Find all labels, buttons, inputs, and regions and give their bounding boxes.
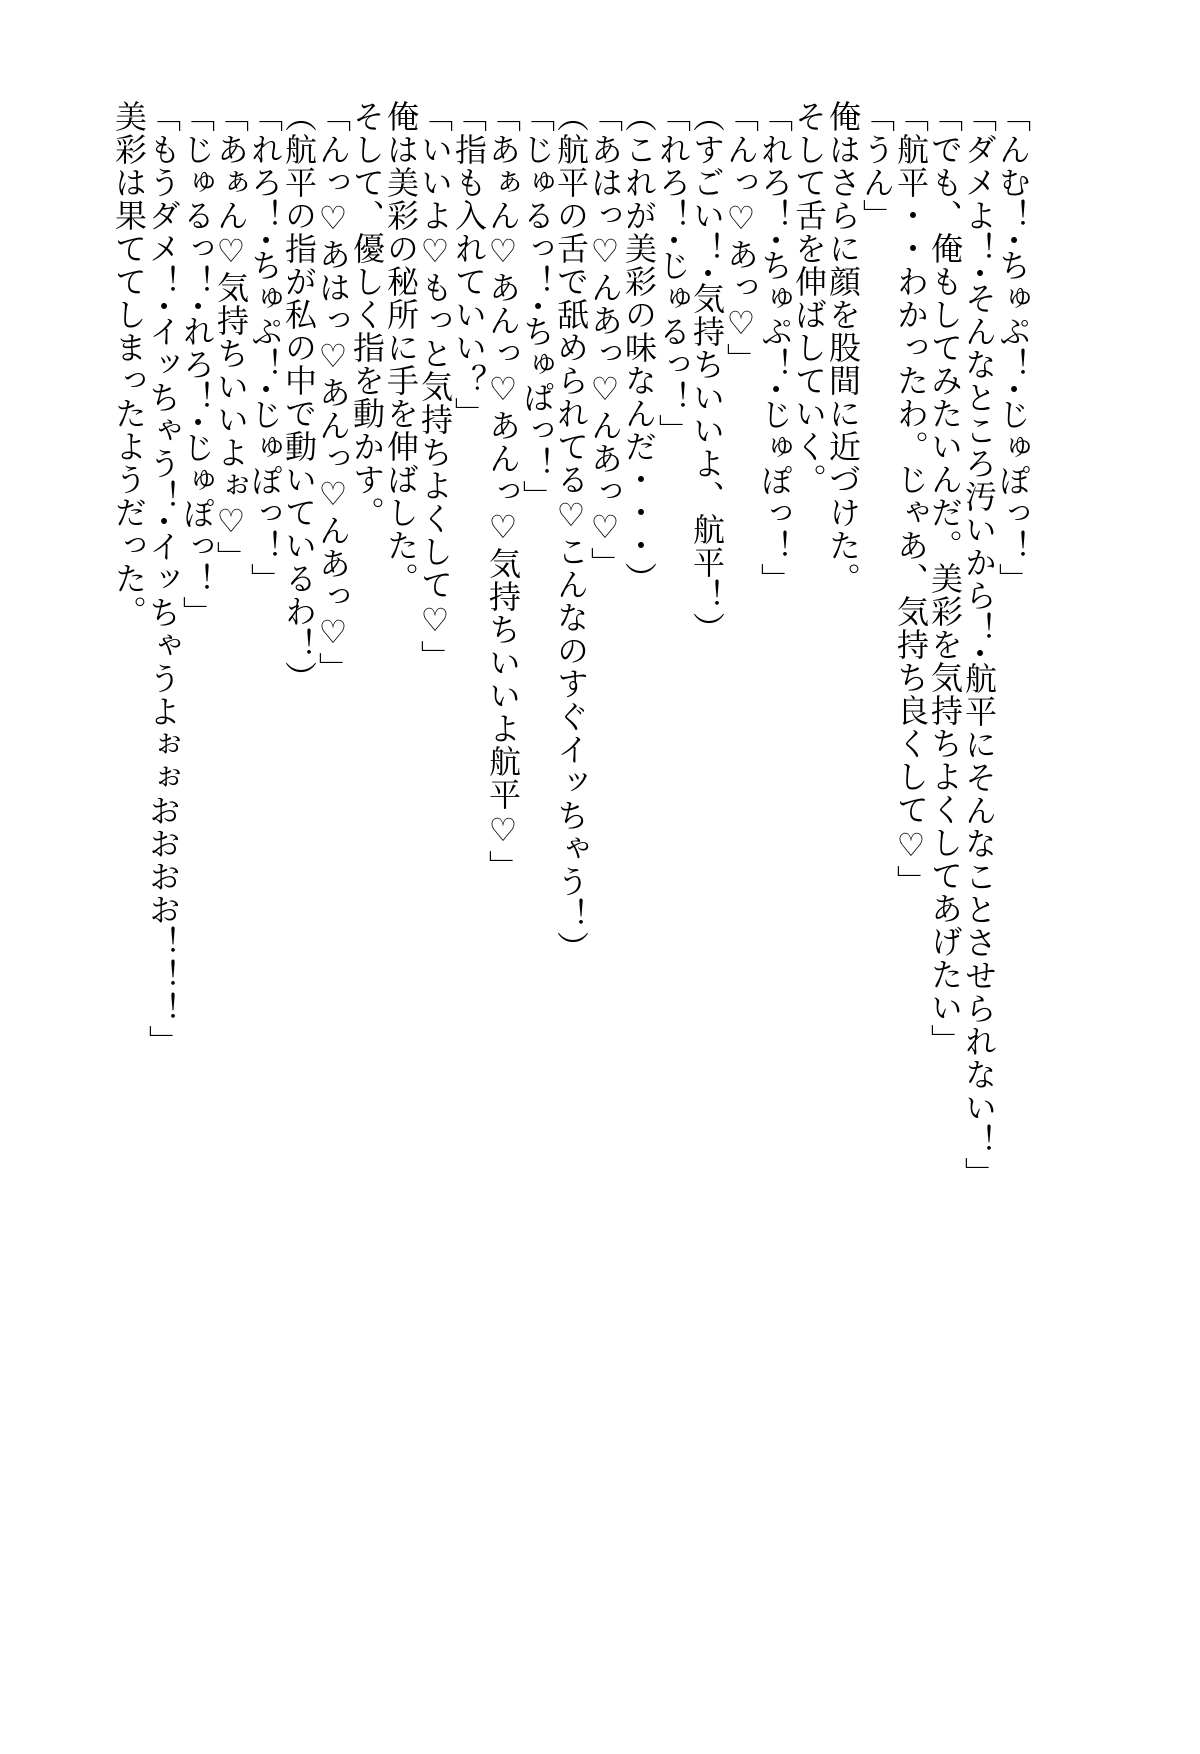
text-line: 俺は美彩の秘所に手を伸ばした。 bbox=[382, 100, 420, 595]
text-line: 「れろ！･じゅるっ！」 bbox=[654, 100, 692, 448]
text-line: 「もうダメ！･イッちゃう！･イッちゃうよぉぉおおおお！！！」 bbox=[144, 100, 182, 1059]
text-line: （航平の指が私の中で動いているわ！） bbox=[280, 100, 318, 694]
vertical-text-body bbox=[110, 100, 1032, 1190]
text-line: 「んっ♡あはっ♡あんっ♡んあっ♡」 bbox=[314, 100, 352, 685]
text-line: 俺はさらに顔を股間に近づけた。 bbox=[824, 100, 862, 595]
text-line: 「じゅるっ！･れろ！･じゅぽっ！」 bbox=[178, 100, 216, 630]
text-line: （すごい！･気持ちいいよ、航平！） bbox=[688, 100, 726, 645]
text-line: 「れろ！･ちゅぷ！･じゅぽっ！」 bbox=[246, 100, 284, 597]
text-line: 「あはっ♡んあっ♡んあっ♡」 bbox=[586, 100, 624, 580]
text-line: 「いいよ♡もっと気持ちよくして♡」 bbox=[416, 100, 454, 673]
text-line: 「ダメよ！･そんなところ汚いから！･航平にそんなことさせられない！」 bbox=[960, 100, 998, 1190]
text-line: そして舌を伸ばしていく。 bbox=[790, 100, 828, 496]
text-line: （航平の舌で舐められてる♡こんなのすぐイッちゃう！） bbox=[552, 100, 590, 964]
text-line: 「でも、俺もしてみたいんだ。美彩を気持ちよくしてあげたい」 bbox=[926, 100, 964, 1057]
text-line: 「じゅるっ！･ちゅぱっ！」 bbox=[518, 100, 556, 514]
text-line: 「航平・・わかったわ。じゃあ、気持ち良くして♡」 bbox=[892, 100, 930, 898]
text-line: そして、優しく指を動かす。 bbox=[348, 100, 386, 529]
text-line: 「あぁん♡気持ちいいよぉ♡」 bbox=[212, 100, 250, 574]
text-line: 「うん」 bbox=[858, 100, 896, 232]
text-line: （これが美彩の味なんだ・・・） bbox=[620, 100, 658, 595]
text-line: 「れろ！･ちゅぷ！･じゅぽっ！」 bbox=[756, 100, 794, 597]
text-line: 「あぁん♡あんっ♡あんっ♡気持ちいいよ航平♡」 bbox=[484, 100, 522, 883]
text-line: 「んっ♡あっ♡」 bbox=[722, 100, 760, 376]
text-line: 美彩は果ててしまったようだった。 bbox=[110, 100, 148, 628]
text-line: 「指も入れていい？」 bbox=[450, 100, 488, 430]
text-line: 「んむ！･ちゅぷ！･じゅぽっ！」 bbox=[994, 100, 1032, 597]
